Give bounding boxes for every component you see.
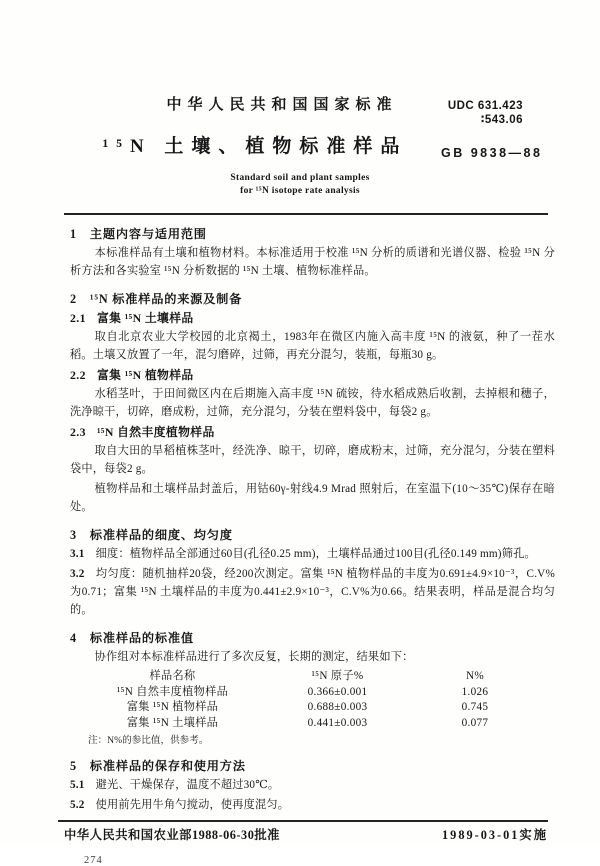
clause-5-2-number: 5.2 (70, 799, 85, 811)
cell-n-percent: 1.026 (461, 685, 489, 698)
subsection-2-2-number: 2.2 (70, 368, 86, 382)
column-header-sample-name: 样品名称 (149, 670, 196, 682)
english-subtitle (0, 172, 600, 197)
section-4-number: 4 (70, 631, 77, 645)
section-1-paragraph: 本标准样品有土壤和植物材料。本标准适用于校准 ¹⁵N 分析的质谱和光谱仪器、检验 ¹⁵N 分析方法和各实验室 ¹⁵N 分析数据的 ¹⁵N 土壤、植物标准样品。 (70, 247, 555, 277)
document-body (0, 226, 600, 814)
clause-5-2 (70, 796, 555, 814)
table-note: 注：N%的参比值，供参考。 (88, 735, 209, 746)
udc-line-1: UDC 631.423 (447, 100, 523, 112)
cell-n15-atom-percent: 0.688±0.003 (307, 701, 368, 713)
subsection-2-3-paragraph-1: 取自大田的旱稻植株茎叶，经洗净、晾干，切碎，磨成粉末，过筛，充分混匀，分装在塑料袋中，每袋2 g。 (70, 445, 555, 475)
section-2-heading (70, 291, 555, 307)
subsection-2-2-paragraph: 水稻茎叶，于田间微区内在后期施入高丰度 ¹⁵N 硫铵，待水稻成熟后收割，去掉根和穗子，洗净晾干，切碎，磨成粉，过筛，充分混匀，分装在塑料袋中，每袋2 g。 (70, 388, 555, 418)
english-subtitle-line-1: Standard soil and plant samples (230, 173, 370, 183)
document-footer (0, 822, 600, 843)
column-header-n-percent: N% (466, 670, 484, 682)
table-header-row (70, 669, 555, 685)
header-divider (64, 213, 548, 215)
subsection-2-3-paragraph-2: 植物样品和土壤样品封盖后，用钴60γ-射线4.9 Mrad 照射后，在室温下(10～35℃)保存在暗处。 (70, 483, 555, 513)
table-row (70, 700, 555, 716)
section-1-heading (70, 226, 555, 242)
section-3-number: 3 (70, 528, 77, 542)
subsection-2-1-title: 富集 ¹⁵N 土壤样品 (96, 311, 194, 325)
cell-sample-name: 富集 ¹⁵N 土壤样品 (126, 716, 219, 729)
document-title: ¹⁵N 土壤、植物标准样品 (102, 136, 408, 157)
subsection-2-3-number: 2.3 (70, 425, 86, 439)
cell-n-percent: 0.745 (461, 701, 489, 713)
approval-statement: 中华人民共和国农业部1988-06-30批准 (64, 828, 280, 842)
table-row (70, 685, 555, 701)
section-4-paragraph: 协作组对本标准样品进行了多次反复，长期的测定，结果如下： (94, 651, 414, 663)
column-header-n15-atom-percent: ¹⁵N 原子% (311, 670, 364, 682)
standard-values-table (70, 669, 555, 731)
cell-sample-name: 富集 ¹⁵N 植物样品 (126, 701, 219, 713)
clause-5-1-number: 5.1 (70, 779, 85, 791)
section-2-title: ¹⁵N 标准样品的来源及制备 (89, 292, 243, 306)
standard-code: GB 9838—88 (441, 146, 543, 160)
clause-5-2-text: 使用前先用牛角勺搅动，使再度混匀。 (95, 799, 290, 811)
subsection-2-1-paragraph: 取自北京农业大学校园的北京褐土，1983年在微区内施入高丰度 ¹⁵N 的液氨，种了一茬水稻。土壤又放置了一年，混匀磨碎，过筛，再充分混匀，装瓶，每瓶30 g。 (70, 331, 555, 361)
udc-line-2: ∶543.06 (480, 113, 523, 126)
subsection-2-2-title: 富集 ¹⁵N 植物样品 (96, 368, 194, 382)
cell-n15-atom-percent: 0.441±0.003 (307, 716, 368, 729)
clause-3-1 (70, 545, 555, 563)
section-5-number: 5 (70, 759, 77, 773)
section-4-heading (70, 630, 555, 646)
cell-n15-atom-percent: 0.366±0.001 (307, 685, 368, 698)
national-standard-label: 中华人民共和国国家标准 (166, 97, 398, 113)
section-1-number: 1 (70, 227, 77, 241)
english-subtitle-line-2: for ¹⁵N isotope rate analysis (240, 185, 360, 196)
clause-5-1 (70, 776, 555, 794)
subsection-2-1-number: 2.1 (70, 311, 86, 325)
subsection-2-3-heading (70, 424, 555, 440)
page-number: 274 (84, 855, 103, 866)
clause-3-1-number: 3.1 (70, 548, 85, 560)
section-1-title: 主题内容与适用范围 (89, 227, 207, 241)
cell-n-percent: 0.077 (461, 716, 489, 729)
section-2-number: 2 (70, 292, 77, 306)
subsection-2-1-heading (70, 310, 555, 326)
implementation-date: 1989-03-01实施 (442, 828, 548, 842)
clause-3-2 (70, 565, 555, 619)
section-3-title: 标准样品的细度、均匀度 (89, 528, 233, 542)
section-5-heading (70, 758, 555, 774)
clause-3-1-text: 细度：植物样品全部通过60目(孔径0.25 mm)，土壤样品通过100目(孔径0.149 mm)筛孔。 (95, 548, 536, 560)
subsection-2-3-title: ¹⁵N 自然丰度植物样品 (96, 425, 215, 439)
clause-5-1-text: 避光、干燥保存，温度不超过30℃。 (95, 779, 280, 791)
subsection-2-2-heading (70, 367, 555, 383)
section-5-title: 标准样品的保存和使用方法 (89, 759, 246, 773)
section-4-title: 标准样品的标准值 (89, 631, 194, 645)
document-header (0, 0, 600, 215)
section-3-heading (70, 527, 555, 543)
cell-sample-name: ¹⁵N 自然丰度植物样品 (116, 685, 229, 698)
table-row (70, 716, 555, 732)
clause-3-2-text: 均匀度：随机抽样20袋，经200次测定。富集 ¹⁵N 植物样品的丰度为0.691±4.9×10⁻³，C.V%为0.71；富集 ¹⁵N 土壤样品的丰度为0.441±2.9×10⁻³，C.V%为0.66。结果表明，样品是混合均匀的。 (70, 568, 555, 616)
udc-classification (441, 100, 523, 127)
clause-3-2-number: 3.2 (70, 568, 85, 580)
